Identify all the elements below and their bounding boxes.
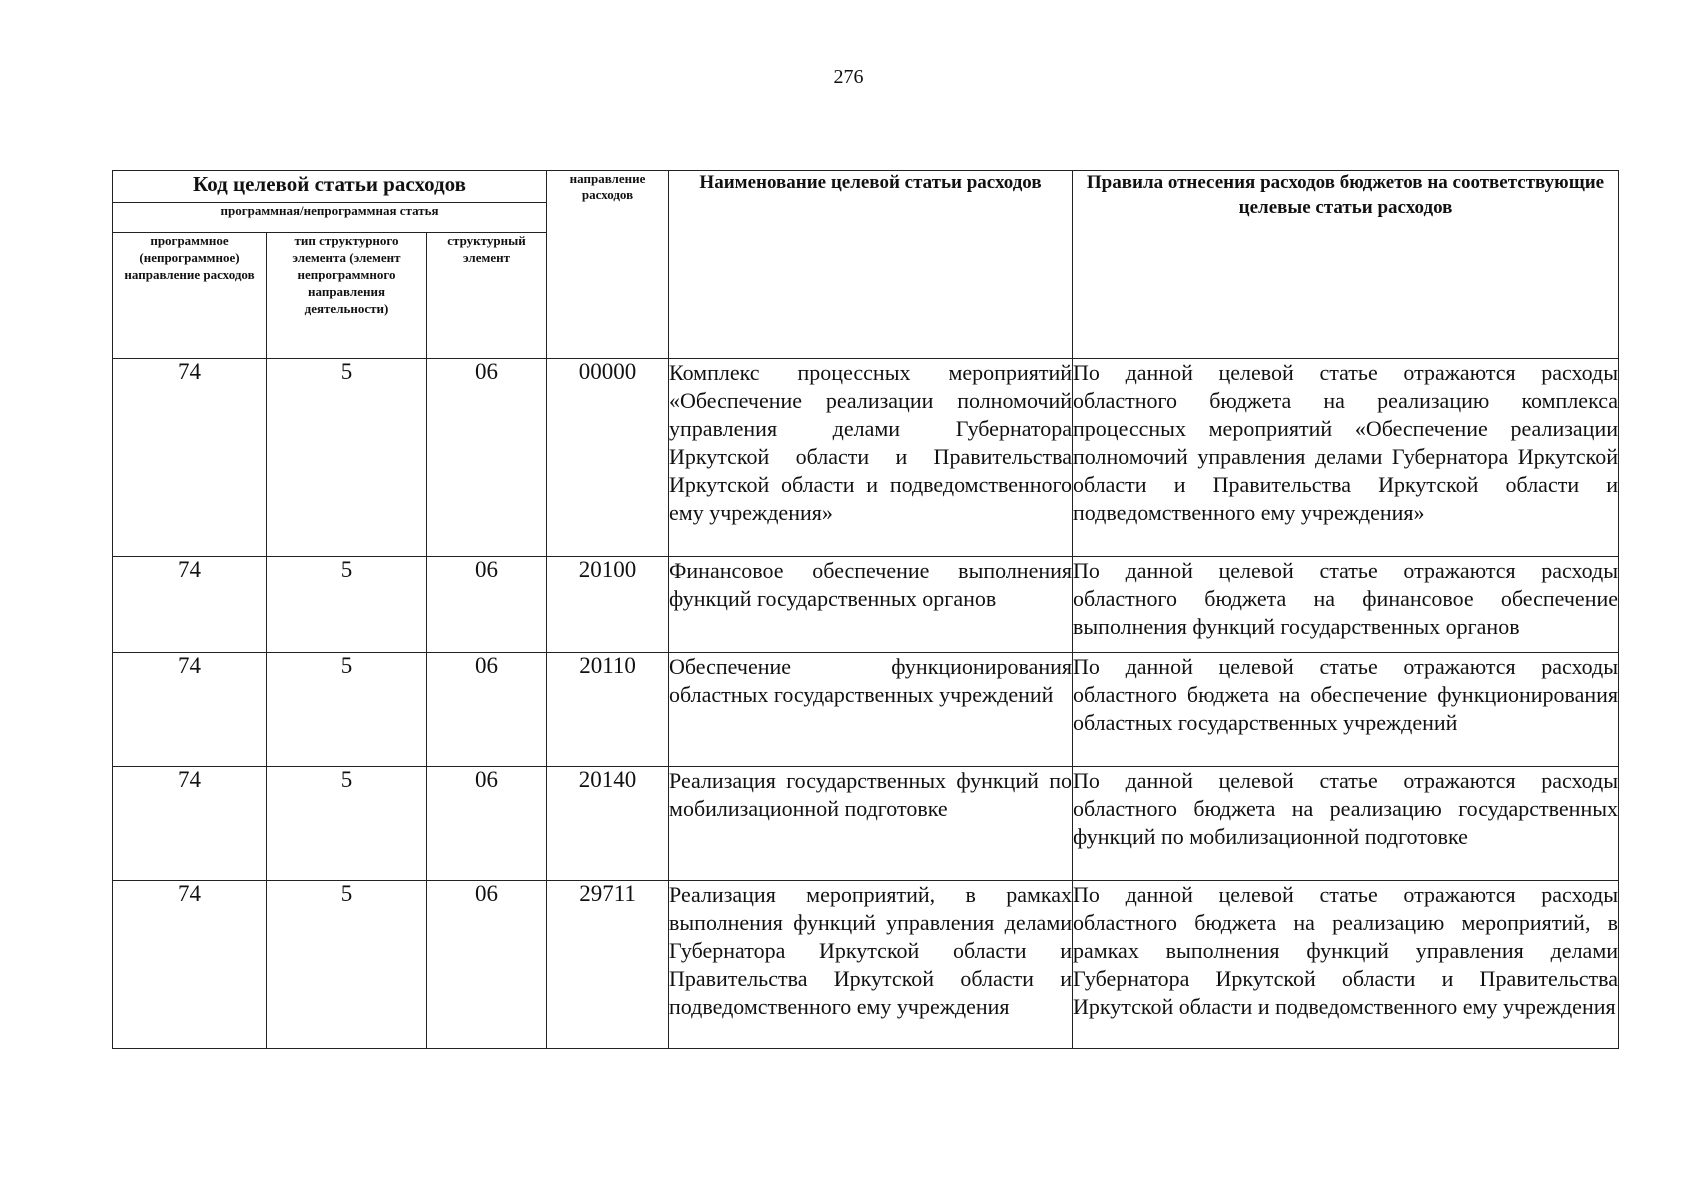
table-row xyxy=(113,359,1619,557)
page-number: 276 xyxy=(833,66,864,88)
program-subtitle-cell xyxy=(113,203,547,233)
structural-element-cell: 06 xyxy=(427,557,547,653)
table-row xyxy=(113,653,1619,767)
structural-element-cell: 06 xyxy=(427,359,547,557)
expense-rule-cell: По данной целевой статье отражаются расходы областного бюджета на реализацию мероприятий, в рамках выполнения функций управления делами Губернатора Иркутской области и Правительства Иркутской области и подведомственного ему учреждения xyxy=(1073,881,1619,1049)
code-title-cell xyxy=(113,171,547,203)
structural-type-cell: 5 xyxy=(267,653,427,767)
expense-direction-cell: 20140 xyxy=(547,767,669,881)
table-row xyxy=(113,767,1619,881)
expense-direction-header: направление расходов xyxy=(547,171,669,359)
expense-name-cell: Обеспечение функционирования областных государственных учреждений xyxy=(669,653,1073,767)
structural-type-header: тип структурного элемента (элемент непрограммного направления деятельности) xyxy=(267,233,427,359)
expense-name-cell: Реализация государственных функций по мобилизационной подготовке xyxy=(669,767,1073,881)
structural-type-cell: 5 xyxy=(267,767,427,881)
header-row-1 xyxy=(113,171,1619,203)
structural-element-cell: 06 xyxy=(427,653,547,767)
expense-direction-cell: 20100 xyxy=(547,557,669,653)
table-row xyxy=(113,557,1619,653)
expense-rule-cell: По данной целевой статье отражаются расходы областного бюджета на обеспечение функционирования областных государственных учреждений xyxy=(1073,653,1619,767)
structural-type-cell: 5 xyxy=(267,359,427,557)
code-title: Код целевой статьи расходов xyxy=(193,172,466,196)
expense-name-cell: Комплекс процессных мероприятий «Обеспечение реализации полномочий управления делами Губернатора Иркутской области и Правительства Иркутской области и подведомственного ему учреждения» xyxy=(669,359,1073,557)
expense-direction-cell: 20110 xyxy=(547,653,669,767)
structural-element-cell: 06 xyxy=(427,881,547,1049)
structural-element-header: структурный элемент xyxy=(427,233,547,359)
name-header: Наименование целевой статьи расходов xyxy=(669,171,1073,359)
structural-type-cell: 5 xyxy=(267,881,427,1049)
program-subtitle: программная/непрограммная статья xyxy=(220,203,439,218)
structural-type-cell: 5 xyxy=(267,557,427,653)
program-code-cell: 74 xyxy=(113,881,267,1049)
expense-name-cell: Финансовое обеспечение выполнения функций государственных органов xyxy=(669,557,1073,653)
expense-rule-cell: По данной целевой статье отражаются расходы областного бюджета на реализацию государственных функций по мобилизационной подготовке xyxy=(1073,767,1619,881)
expense-rule-cell: По данной целевой статье отражаются расходы областного бюджета на финансовое обеспечение выполнения функций государственных органов xyxy=(1073,557,1619,653)
program-code-cell: 74 xyxy=(113,557,267,653)
expense-rule-cell: По данной целевой статье отражаются расходы областного бюджета на реализацию комплекса процессных мероприятий «Обеспечение реализации полномочий управления делами Губернатора Иркутской области и Правительства Иркутской области и подведомственного ему учреждения» xyxy=(1073,359,1619,557)
program-code-cell: 74 xyxy=(113,653,267,767)
rules-header: Правила отнесения расходов бюджетов на соответствующие целевые статьи расходов xyxy=(1073,171,1619,359)
expense-name-cell: Реализация мероприятий, в рамках выполнения функций управления делами Губернатора Иркутской области и Правительства Иркутской области и подведомственного ему учреждения xyxy=(669,881,1073,1049)
expense-direction-cell: 00000 xyxy=(547,359,669,557)
table-row xyxy=(113,881,1619,1049)
program-code-cell: 74 xyxy=(113,767,267,881)
structural-element-cell: 06 xyxy=(427,767,547,881)
program-code-cell: 74 xyxy=(113,359,267,557)
target-expense-table xyxy=(112,170,1619,1049)
expense-direction-cell: 29711 xyxy=(547,881,669,1049)
program-direction-header: программное (непрограммное) направление расходов xyxy=(113,233,267,359)
